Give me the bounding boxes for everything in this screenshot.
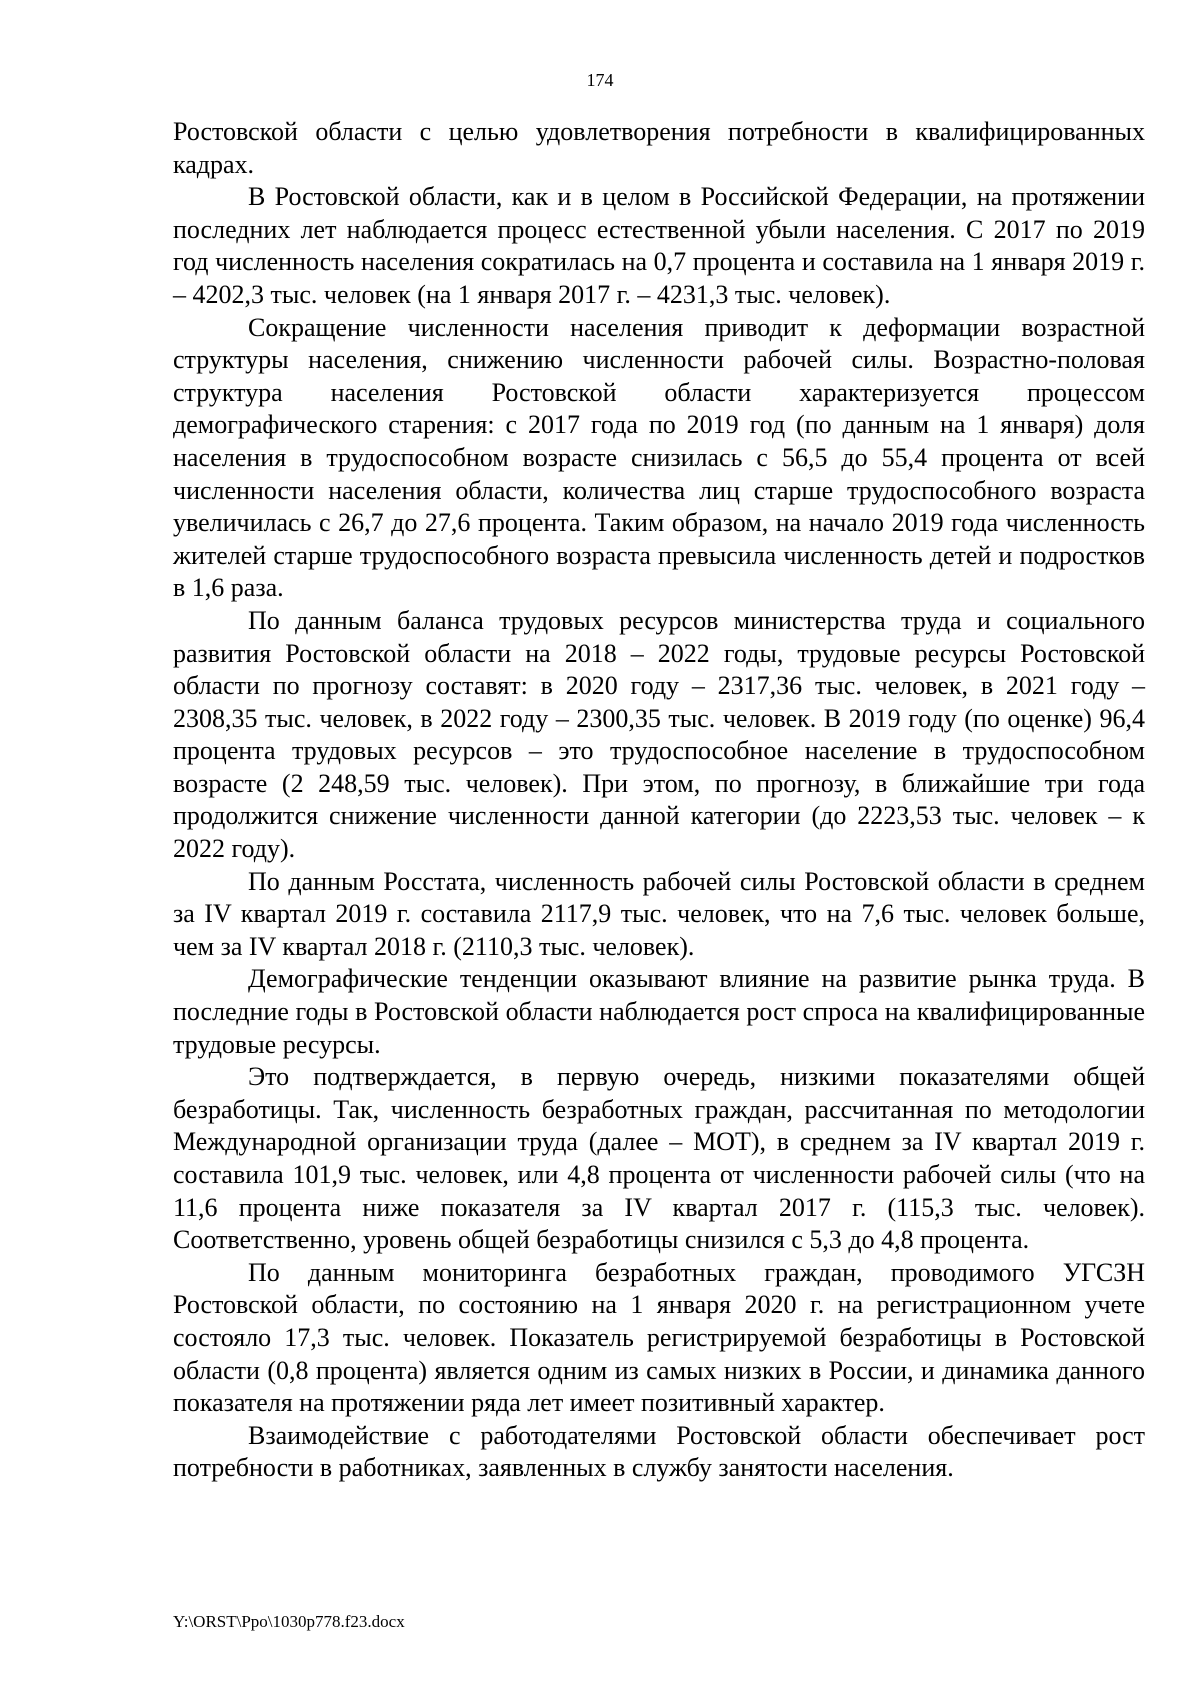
paragraph-demographic-trends: Демографические тенденции оказывают влияние на развитие рынка труда. В последние годы в Ростовской области наблюдается рост спроса на квалифицированные трудовые ресурсы. (173, 964, 1145, 1059)
paragraph-registered-unemployment: По данным мониторинга безработных граждан, проводимого УГСЗН Ростовской области, по состоянию на 1 января 2020 г. на регистрационном учете состояло 17,3 тыс. человек. Показатель регистрируемой безработицы в Ростовской области (0,8 процента) является одним из самых низких в России, и динамика данного показателя на протяжении ряда лет имеет позитивный характер. (173, 1257, 1145, 1418)
page-number: 174 (586, 70, 614, 90)
paragraph-age-structure: Сокращение численности населения приводит к деформации возрастной структуры населения, снижению численности рабочей силы. Возрастно-половая структура населения Ростовской области характеризуется процессом демографического старения: с 2017 года по 2019 год (по данным на 1 января) доля населения в трудоспособном возрасте снизилась с 56,5 до 55,4 процента от всей численности населения области, количества лиц старше трудоспособного возраста увеличилась с 26,7 до 27,6 процента. Таким образом, на начало 2019 года численность жителей старше трудоспособного возраста превысила численность детей и подростков в 1,6 раза. (173, 312, 1145, 603)
paragraph-rosstat-labor-force: По данным Росстата, численность рабочей силы Ростовской области в среднем за IV квартал 2019 г. составила 2117,9 тыс. человек, что на 7,6 тыс. человек больше, чем за IV квартал 2018 г. (2110,3 тыс. человек). (173, 866, 1145, 961)
document-body (173, 116, 1145, 1485)
paragraph-continuation: Ростовской области с целью удовлетворения потребности в квалифицированных кадрах. (173, 117, 1145, 179)
paragraph-population-decline: В Ростовской области, как и в целом в Российской Федерации, на протяжении последних лет наблюдается процесс естественной убыли населения. С 2017 по 2019 год численность населения сократилась на 0,7 процента и составила на 1 января 2019 г. – 4202,3 тыс. человек (на 1 января 2017 г. – 4231,3 тыс. человек). (173, 182, 1145, 309)
paragraph-labor-balance: По данным баланса трудовых ресурсов министерства труда и социального развития Ростовской области на 2018 – 2022 годы, трудовые ресурсы Ростовской области по прогнозу составят: в 2020 году – 2317,36 тыс. человек, в 2021 году – 2308,35 тыс. человек, в 2022 году – 2300,35 тыс. человек. В 2019 году (по оценке) 96,4 процента трудовых ресурсов – это трудоспособное население в трудоспособном возрасте (2 248,59 тыс. человек). При этом, по прогнозу, в ближайшие три года продолжится снижение численности данной категории (до 2223,53 тыс. человек – к 2022 году). (173, 605, 1145, 864)
footer-file-path: Y:\ORST\Ppo\1030p778.f23.docx (173, 1612, 405, 1631)
paragraph-employer-interaction: Взаимодействие с работодателями Ростовской области обеспечивает рост потребности в работниках, заявленных в службу занятости населения. (173, 1420, 1145, 1483)
paragraph-unemployment-ilo: Это подтверждается, в первую очередь, низкими показателями общей безработицы. Так, численность безработных граждан, рассчитанная по методологии Международной организации труда (далее – МОТ), в среднем за IV квартал 2019 г. составила 101,9 тыс. человек, или 4,8 процента от численности рабочей силы (что на 11,6 процента ниже показателя за IV квартал 2017 г. (115,3 тыс. человек). Соответственно, уровень общей безработицы снизился с 5,3 до 4,8 процента. (173, 1062, 1145, 1255)
